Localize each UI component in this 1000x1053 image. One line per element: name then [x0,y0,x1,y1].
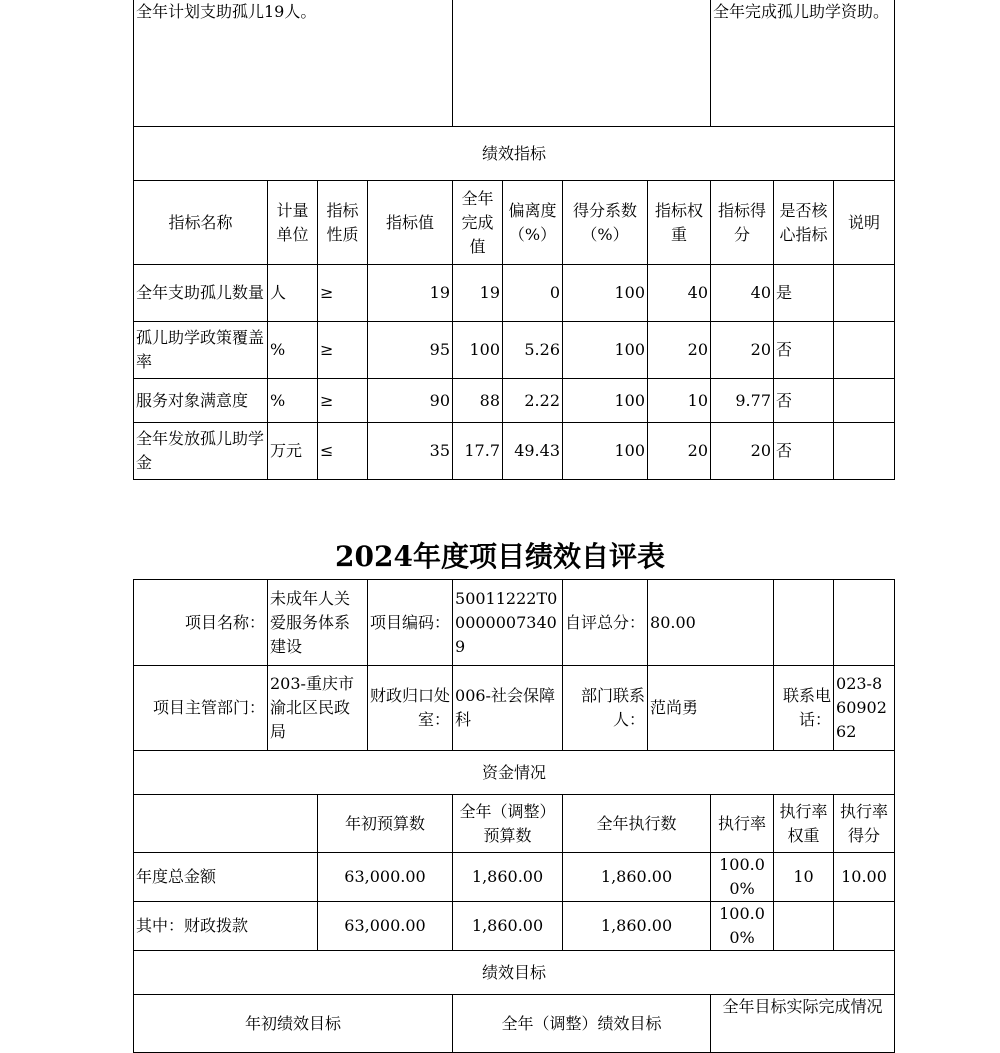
project-code: 50011222T000000073409 [453,580,563,666]
row-score: 40 [711,265,774,322]
row-weight: 20 [648,423,711,480]
row-coef: 100 [563,423,648,480]
row-actual: 17.7 [453,423,503,480]
header-nature: 指标性质 [318,181,368,265]
row-core: 是 [774,265,834,322]
fund-row-label: 其中：财政拨款 [134,902,318,951]
fund-header-rate: 执行率 [711,795,774,853]
row-name: 全年发放孤儿助学金 [134,423,268,480]
blank-cell [774,580,834,666]
fund-row-adjusted: 1,860.00 [453,902,563,951]
complete-text: 全年完成孤儿助学资助。 [711,0,895,127]
header-weight: 指标权重 [648,181,711,265]
fund-header-rate-weight: 执行率权重 [774,795,834,853]
row-unit: 人 [268,265,318,322]
row-coef: 100 [563,379,648,423]
header-coef: 得分系数（%） [563,181,648,265]
project-name-label: 项目名称： [134,580,268,666]
table-row [134,322,895,379]
goal-header-adjusted: 全年（调整）绩效目标 [453,995,711,1053]
row-core: 否 [774,379,834,423]
fund-row-initial: 63,000.00 [318,902,453,951]
goal-section-title: 绩效目标 [134,951,895,995]
goal-header-initial: 年初绩效目标 [134,995,453,1053]
row-name: 孤儿助学政策覆盖率 [134,322,268,379]
project-table [133,579,895,1053]
dept-label: 项目主管部门： [134,666,268,751]
row-coef: 100 [563,322,648,379]
row-score: 9.77 [711,379,774,423]
header-note: 说明 [834,181,895,265]
finance: 006-社会保障科 [453,666,563,751]
page-title: 2024年度项目绩效自评表 [335,540,665,573]
header-score: 指标得分 [711,181,774,265]
row-weight: 40 [648,265,711,322]
row-value: 90 [368,379,453,423]
row-note [834,379,895,423]
blank-cell [834,580,895,666]
row-weight: 20 [648,322,711,379]
header-deviation: 偏离度（%） [503,181,563,265]
fund-header-rate-score: 执行率得分 [834,795,895,853]
row-nature: ≤ [318,423,368,480]
dept: 203-重庆市渝北区民政局 [268,666,368,751]
row-core: 否 [774,423,834,480]
fund-row-weight: 10 [774,853,834,902]
phone-label: 联系电话： [774,666,834,751]
table-row [134,853,895,902]
row-score: 20 [711,322,774,379]
table-row [134,902,895,951]
fund-header-adjusted: 全年（调整）预算数 [453,795,563,853]
project-name: 未成年人关爱服务体系建设 [268,580,368,666]
fund-row-weight [774,902,834,951]
row-score: 20 [711,423,774,480]
fund-row-score: 10.00 [834,853,895,902]
fund-row-initial: 63,000.00 [318,853,453,902]
fund-row-rate: 100.00% [711,902,774,951]
plan-text: 全年计划支助孤儿19人。 [134,0,453,127]
header-unit: 计量单位 [268,181,318,265]
fund-row-executed: 1,860.00 [563,853,711,902]
fund-row-score [834,902,895,951]
row-unit: 万元 [268,423,318,480]
row-deviation: 5.26 [503,322,563,379]
contact-label: 部门联系人： [563,666,648,751]
row-actual: 88 [453,379,503,423]
row-coef: 100 [563,265,648,322]
finance-label: 财政归口处室： [368,666,453,751]
row-actual: 100 [453,322,503,379]
phone: 023-86090262 [834,666,895,751]
fund-row-adjusted: 1,860.00 [453,853,563,902]
table-row [134,379,895,423]
row-nature: ≥ [318,265,368,322]
row-core: 否 [774,322,834,379]
header-name: 指标名称 [134,181,268,265]
blank-cell [134,795,318,853]
funds-section-title: 资金情况 [134,751,895,795]
row-value: 35 [368,423,453,480]
header-actual: 全年完成值 [453,181,503,265]
self-score: 80.00 [648,580,774,666]
blank-cell [453,0,711,127]
row-value: 95 [368,322,453,379]
fund-row-executed: 1,860.00 [563,902,711,951]
row-nature: ≥ [318,379,368,423]
row-actual: 19 [453,265,503,322]
row-deviation: 2.22 [503,379,563,423]
table-row [134,423,895,480]
indicator-table [133,0,895,480]
row-unit: % [268,379,318,423]
fund-row-label: 年度总金额 [134,853,318,902]
fund-header-initial: 年初预算数 [318,795,453,853]
fund-row-rate: 100.00% [711,853,774,902]
row-deviation: 0 [503,265,563,322]
row-note [834,423,895,480]
row-weight: 10 [648,379,711,423]
row-unit: % [268,322,318,379]
indicator-section-title: 绩效指标 [134,127,895,181]
header-value: 指标值 [368,181,453,265]
goal-header-actual: 全年目标实际完成情况 [711,995,895,1053]
row-name: 全年支助孤儿数量 [134,265,268,322]
fund-header-executed: 全年执行数 [563,795,711,853]
contact: 范尚勇 [648,666,774,751]
row-name: 服务对象满意度 [134,379,268,423]
self-score-label: 自评总分： [563,580,648,666]
row-nature: ≥ [318,322,368,379]
table-row [134,265,895,322]
row-value: 19 [368,265,453,322]
project-code-label: 项目编码： [368,580,453,666]
row-note [834,265,895,322]
row-deviation: 49.43 [503,423,563,480]
header-core: 是否核心指标 [774,181,834,265]
row-note [834,322,895,379]
